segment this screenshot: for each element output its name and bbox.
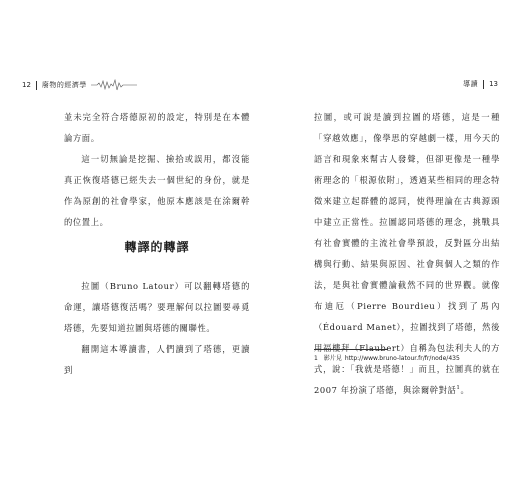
right-page-header — [463, 79, 498, 89]
paragraph: 並未完全符合塔德原初的設定，特別是在本體論方面。 — [64, 112, 250, 143]
footnote-mark: 1 — [314, 355, 318, 362]
section-label: 導讀 — [463, 80, 479, 88]
right-page-number: 13 — [489, 80, 498, 88]
paragraph: 這一切無論是挖掘、撿拾或誤用，都沒能真正恢復塔德已經失去一個世紀的身份，就是作為原創的社會學家，他原本應該是在涂爾幹的位置上。 — [64, 154, 250, 227]
footnote — [314, 354, 504, 363]
header-divider — [483, 80, 484, 89]
header-divider — [36, 81, 37, 90]
footnote-label: 影片見 — [323, 355, 342, 362]
paragraph: 拉圖（Bruno Latour）可以翻轉塔德的命運，讓塔德復活嗎？要理解何以拉圖要尋覓塔德，先要知道拉圖與塔德的關聯性。 — [64, 281, 250, 333]
waveform-ornament-icon — [91, 79, 137, 91]
body-text: 拉圖，或可說是讀到拉圖的塔德，這是一種「穿越效應」，像學思的穿越劇一樣，用今天的語言和現象來幫古人發聲，但卻更像是一種學術理念的「根源依附」，透過某些相同的理念特徵來建立起群體的認同，使得理論在古典源頭中建立正當性。拉圖認同塔德的理念，挑戰具有社會實體的主流社會學預設，反對區分出結構與行動、結果與原因、社會與個人之類的作法，是與社會實體論截然不同的世界觀。就像布迪厄（Pierre Bourdieu）找到了馬內（Édouard Manet），拉圖找到了塔德，然後用福樓拜（Flaubert）自稱為包法利夫人的方式，說：「我就是塔德！」而且，拉圖真的就在 2007 年扮演了塔德，與涂爾幹對話 — [314, 112, 500, 395]
left-page-header — [22, 79, 137, 91]
left-page-number: 12 — [22, 81, 31, 89]
paragraph: 翻開這本導讀書，人們讀到了塔德，更讀到 — [64, 344, 250, 375]
left-body-top — [64, 107, 250, 233]
left-body-bottom — [64, 276, 250, 381]
right-page — [260, 0, 520, 500]
running-title: 廢物的經濟學 — [41, 81, 87, 89]
section-heading: 轉譯的轉譯 — [124, 240, 190, 254]
footnote-url[interactable]: http://www.bruno-latour.fr/fr/node/435 — [344, 355, 460, 362]
footnote-reference[interactable]: 1 — [456, 385, 461, 392]
footnote-rule — [314, 349, 388, 350]
body-text-end: 。 — [460, 385, 470, 395]
